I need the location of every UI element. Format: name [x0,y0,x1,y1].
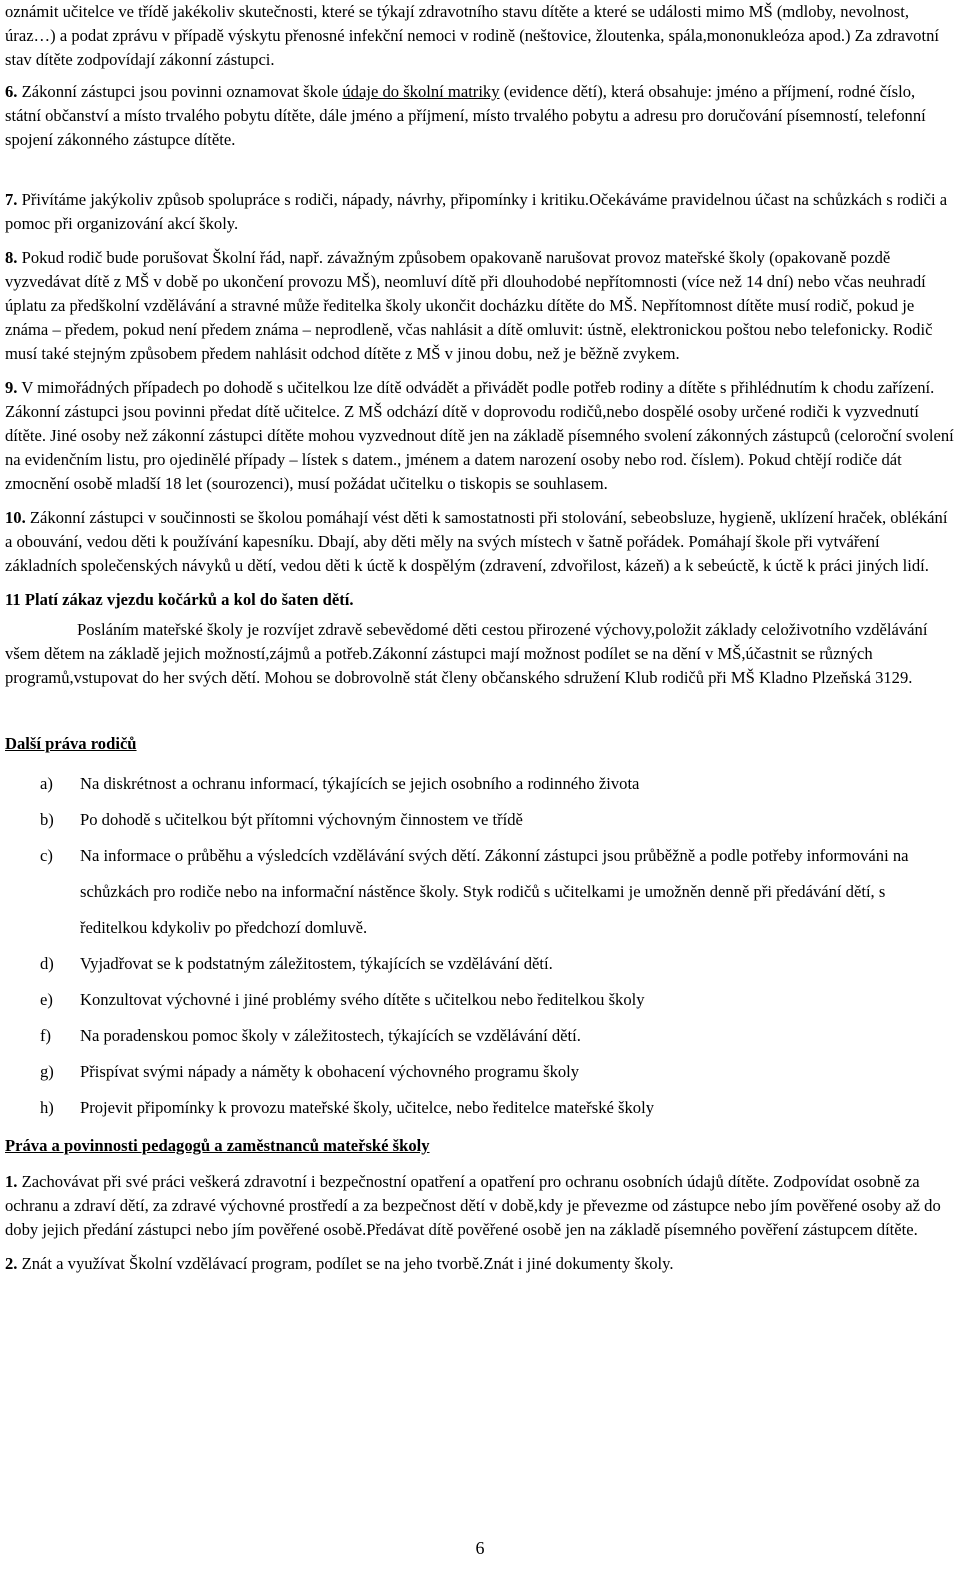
mission-paragraph: Posláním mateřské školy je rozvíjet zdravě sebevědomé děti cestou přirozené výchovy,položit základy celoživotního vzdělávání všem dětem na základě jejich možností,zájmů a potřeb.Zákonní zástupci mají možnost podílet se na dění v MŠ,účastnit se různých programů,vstupovat do her svých dětí. Mohou se dobrovolně stát členy občanského sdružení Klub rodičů při MŠ Kladno Plzeňská 3129. [5,620,928,687]
list-item [5,1090,955,1126]
list-marker: f) [40,1026,52,1045]
list-item [5,802,955,838]
list-item [5,982,955,1018]
rule-8 [5,246,955,366]
rule-8-text: Pokud rodič bude porušovat Školní řád, např. závažným způsobem opakovaně narušovat provoz mateřské školy (opakovaně pozdě vyzvedávat dítě z MŠ v době po ukončení provozu MŠ), neomluví dítě při dlouhodobé nepřítomnosti (více než 14 dní) nebo včas neuhradí úplatu za předškolní vzdělávání a stravné může ředitelka školy ukončit docházku dítěte do MŠ. Nepřítomnost dítěte musí rodič, pokud je známa – předem, pokud není předem známa – neprodleně, včas nahlásit a dítě omluvit: ústně, elektronickou poštou nebo telefonicky. Rodič musí také stejným způsobem předem nahlásit odchod dítěte z MŠ v jinou dobu, než je běžně zvykem. [5,248,933,363]
list-marker: g) [40,1062,54,1081]
rule-10-number: 10. [5,508,26,527]
rule-7 [5,188,955,236]
list-marker: e) [40,990,53,1009]
rule-8-number: 8. [5,248,18,267]
rule-6-pre: Zákonní zástupci jsou povinni oznamovat škole [21,82,339,101]
rule-6-number: 6. [5,82,18,101]
list-item-text: Projevit připomínky k provozu mateřské školy, učitelce, nebo ředitelce mateřské školy [80,1098,655,1117]
school-register-link: údaje do školní matriky [342,82,500,101]
staff-duty-1-number: 1. [5,1172,18,1191]
list-item [5,766,955,802]
staff-duty-1-text: Zachovávat při své práci veškerá zdravotní i bezpečnostní opatření a opatření pro ochranu osobních údajů dítěte. Zodpovídat osobně za ochranu a zdraví dětí, za zdravé výchovné prostředí a za bezpečnost dětí v době,kdy je převezme od zástupce nebo jím pověřené osoby až do doby jejich předání zástupci nebo jím pověřené osobě.Předávat dítě pověřené osobě jen na základě písemného pověření zástupcem dítěte. [5,1172,941,1239]
staff-duty-2-text: Znát a využívat Školní vzdělávací program, podílet se na jeho tvorbě.Znát i jiné dokumenty školy. [21,1254,674,1273]
list-item-text: Na informace o průběhu a výsledcích vzdělávání svých dětí. Zákonní zástupci jsou průběžně a podle potřeby informováni na schůzkách pro rodiče nebo na informační nástěnce školy. Styk rodičů s učitelkami je umožněn denně při předávání dětí, s ředitelkou kdykoliv po předchozí domluvě. [80,846,909,937]
rule-7-number: 7. [5,190,18,209]
staff-duty-1 [5,1170,955,1242]
rule-10-text: Zákonní zástupci v součinnosti se školou pomáhají vést děti k samostatnosti při stolování, sebeobsluze, hygieně, uklízení hraček, oblékání a obouvání, vedou děti k používání kapesníku. Dbají, aby děti měly na svých místech v šatně pořádek. Pomáhají škole při vytváření základních společenských návyků u dětí, vedou děti k úctě k dospělým (zdravení, zdvořilost, kázeň) a k sebeúctě, k úctě k práci jiných lidí. [5,508,948,575]
rule-9-text: V mimořádných případech po dohodě s učitelkou lze dítě odvádět a přivádět podle potřeb rodiny a dítěte s přihlédnutím k chodu zařízení. Zákonní zástupci jsou povinni předat dítě učitelce. Z MŠ odchází dítě v doprovodu rodičů,nebo dospělé osoby určené rodiči k vyzvednutí dítěte. Jiné osoby než zákonní zástupci dítěte mohou vyzvednout dítě jen na základě písemného svolení zákonných zástupců (celoroční svolení na evidenčním listu, pro ojedinělé případy – lístek s datem., jménem a datem narození osoby nebo rod. číslem). Pokud chtějí rodiče dát zmocnění osobě mladší 18 let (sourozenci), musí požádat učitelku o tiskopis se souhlasem. [5,378,954,493]
intro-paragraph: oznámit učitelce ve třídě jakékoliv skutečnosti, které se týkají zdravotního stavu dítěte a které se události mimo MŠ (mdloby, nevolnost, úraz…) a podat zprávu v případě výskytu přenosné infekční nemoci v rodině (neštovice, žloutenka, spála,mononukleóza apod.) Za zdravotní stav dítěte zodpovídají zákonní zástupci. [5,2,939,69]
rule-6-post: (evidence dětí), která obsahuje: jméno a příjmení, rodné číslo, státní občanství a místo trvalého pobytu dítěte, dále jméno a příjmení, místo trvalého pobytu a adresu pro doručování písemností, telefonní spojení zákonného zástupce dítěte. [5,82,926,149]
document-page [5,0,955,1276]
rule-7-text: Přivítáme jakýkoliv způsob spolupráce s rodiči, nápady, návrhy, připomínky i kritiku.Očekáváme pravidelnou účast na schůzkách s rodiči a pomoc při organizování akcí školy. [5,190,948,233]
list-item-text: Přispívat svými nápady a náměty k obohacení výchovného programu školy [80,1062,580,1081]
staff-duty-2 [5,1252,955,1276]
staff-rights-heading: Práva a povinnosti pedagogů a zaměstnanců mateřské školy [5,1136,430,1155]
list-marker: b) [40,810,54,829]
staff-duty-2-number: 2. [5,1254,18,1273]
list-item [5,1054,955,1090]
list-item [5,1018,955,1054]
list-marker: c) [40,846,53,865]
list-item-text: Na poradenskou pomoc školy v záležitostech, týkajících se vzdělávání dětí. [80,1026,581,1045]
parents-rights-list [5,766,955,1126]
list-item-text: Na diskrétnost a ochranu informací, týkajících se jejich osobního a rodinného života [80,774,640,793]
rule-10 [5,506,955,578]
list-marker: a) [40,774,53,793]
list-item-text: Po dohodě s učitelkou být přítomni výchovným činnostem ve třídě [80,810,523,829]
list-marker: d) [40,954,54,973]
page-number: 6 [475,1538,485,1558]
rule-9-number: 9. [5,378,18,397]
list-item [5,838,955,946]
rule-9 [5,376,955,496]
list-item [5,946,955,982]
list-item-text: Konzultovat výchovné i jiné problémy svého dítěte s učitelkou nebo ředitelkou školy [80,990,645,1009]
rule-11: 11 Platí zákaz vjezdu kočárků a kol do šaten dětí. [5,590,354,609]
rule-6 [5,80,955,152]
list-marker: h) [40,1098,54,1117]
list-item-text: Vyjadřovat se k podstatným záležitostem, týkajících se vzdělávání dětí. [80,954,553,973]
parents-rights-heading: Další práva rodičů [5,734,137,753]
